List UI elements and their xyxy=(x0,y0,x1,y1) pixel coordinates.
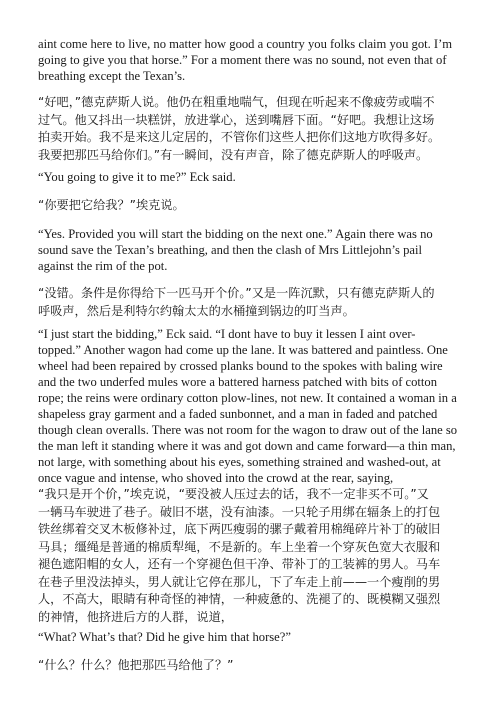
text-line: 在巷子里没法掉头，男人就让它停在那儿，下了车走上前——一个瘦削的男 xyxy=(38,574,441,589)
text-line: going to give you that horse.” For a moment there was no sound, not even that of xyxy=(38,53,447,67)
text-line: “没错。条件是你得给下一匹马开个价。”又是一阵沉默，只有德克萨斯人的 xyxy=(38,286,435,300)
chinese-paragraph xyxy=(38,285,435,320)
text-line: shapeless gray garment and a faded sunbonnet, and a man in faded and patched xyxy=(38,407,438,421)
english-paragraph xyxy=(38,226,433,274)
text-line: 褪色遮阳帽的女人，还有一个穿褪色但干净、带补丁的工装裤的男人。马车 xyxy=(38,557,441,571)
text-line: sound save the Texan’s breathing, and then the clash of Mrs Littlejohn’s pail xyxy=(38,243,422,257)
english-paragraph xyxy=(38,36,452,84)
text-line: and the two underfed mules wore a battered harness patched with bits of cotton xyxy=(38,375,438,389)
english-paragraph xyxy=(38,326,457,486)
text-line: 过气。他又抖出一块糕饼，放进掌心，送到嘴唇下面。“好吧。我想让这场 xyxy=(38,112,435,127)
text-line: “What? What’s that? Did he give him that horse?” xyxy=(38,630,291,644)
english-paragraph xyxy=(38,629,291,645)
text-line: not large, with something about his eyes, something strained and washed-out, at xyxy=(38,455,441,469)
text-line: “什么？什么？他把那匹马给他了？” xyxy=(38,658,234,672)
text-line: topped.” Another wagon had come up the lane. It was battered and paintless. One xyxy=(38,343,448,357)
chinese-paragraph xyxy=(38,657,233,675)
text-line: the man left it standing where it was and got down and came forward—a thin man, xyxy=(38,439,456,453)
text-line: 我要把那匹马给你们。”有一瞬间，没有声音，除了德克萨斯人的呼吸声。 xyxy=(38,147,429,162)
text-line: 马具；缰绳是普通的棉质犁绳，不是新的。车上坐着一个穿灰色宽大衣服和 xyxy=(38,539,441,554)
chinese-paragraph xyxy=(38,486,440,626)
text-line: “你要把它给我？”埃克说。 xyxy=(38,198,185,212)
text-line: “I just start the bidding,” Eck said. “I dont have to buy it lessen I aint over- xyxy=(38,327,416,341)
text-line: 一辆马车驶进了巷子。破旧不堪，没有油漆。一只轮子用绑在辐条上的打包 xyxy=(38,504,441,519)
text-line: 的神情，他挤进后方的人群，说道， xyxy=(38,609,233,624)
english-paragraph xyxy=(38,169,236,185)
text-line: 铁丝绑着交叉木板修补过，底下两匹瘦弱的骡子戴着用棉绳碎片补丁的破旧 xyxy=(38,522,441,536)
text-line: breathing except the Texan’s. xyxy=(38,69,186,83)
text-line: aint come here to live, no matter how good a country you folks claim you got. I’m xyxy=(38,37,453,51)
text-line: “You going to give it to me?” Eck said. xyxy=(38,170,236,184)
text-line: against the rim of the pot. xyxy=(38,259,168,273)
chinese-paragraph xyxy=(38,197,185,215)
text-line: 呼吸声，然后是利特尔约翰太太的水桶撞到锅边的叮当声。 xyxy=(38,303,355,318)
text-line: though clean overalls. There was not room for the wagon to draw out of the lane so xyxy=(38,423,458,437)
text-line: “Yes. Provided you will start the bidding on the next one.” Again there was no xyxy=(38,227,433,241)
text-line: wheel had been repaired by crossed planks bound to the spokes with baling wire xyxy=(38,359,443,373)
text-line: 拍卖开始。我不是来这儿定居的，不管你们这些人把你们这地方吹得多好。 xyxy=(38,130,441,144)
text-line: “好吧，”德克萨斯人说。他仍在粗重地喘气，但现在听起来不像疲劳或喘不 xyxy=(38,95,435,109)
text-line: 人，不高大，眼睛有种奇怪的神情，一种疲惫的、洗褪了的、既模糊又强烈 xyxy=(38,592,441,606)
chinese-paragraph xyxy=(38,94,440,164)
text-line: once vague and intense, who shoved into the crowd at the rear, saying, xyxy=(38,471,394,485)
text-line: “我只是开个价，”埃克说，“要没被人压过去的话，我不一定非买不可。”又 xyxy=(38,487,429,501)
text-line: rope; the reins were ordinary cotton plow-lines, not new. It contained a woman in a xyxy=(38,391,457,405)
